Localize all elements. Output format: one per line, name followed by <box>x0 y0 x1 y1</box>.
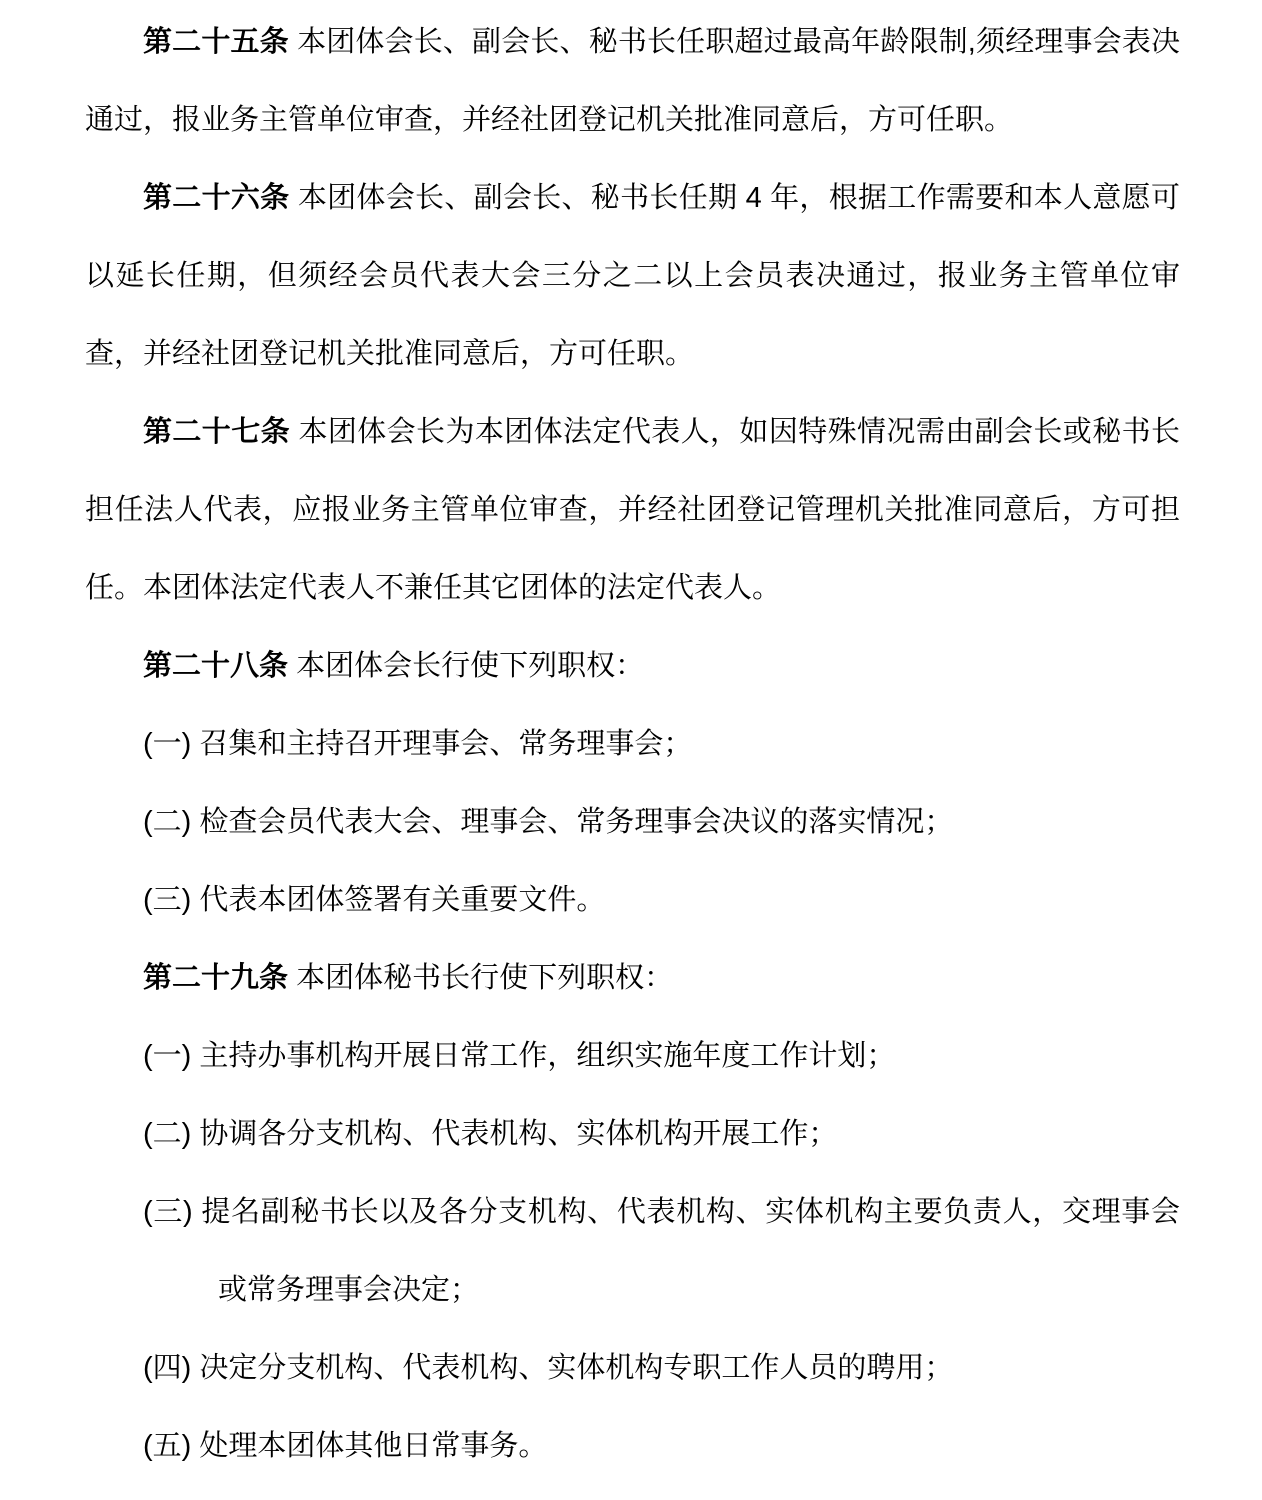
article-text: 本团体秘书长行使下列职权： <box>296 962 674 994</box>
article-paragraph <box>85 3 1180 159</box>
article-text: 本团体会长、副会长、秘书长任期 4 年，根据工作需要和本人意愿可以延长任期，但须经会员代表大会三分之二以上会员表决通过，报业务主管单位审查，并经社团登记机关批准同意后，方可任职。 <box>85 182 1180 370</box>
list-item-text: 主持办事机构开展日常工作，组织实施年度工作计划； <box>199 1040 896 1072</box>
list-item-text: 提名副秘书长以及各分支机构、代表机构、实体机构主要负责人，交理事会或常务理事会决定； <box>201 1196 1180 1306</box>
list-item-marker: (二) <box>143 806 192 838</box>
article-paragraph <box>85 939 1180 1017</box>
list-item-text: 处理本团体其他日常事务。 <box>199 1430 548 1462</box>
article-text: 本团体会长为本团体法定代表人，如因特殊情况需由副会长或秘书长担任法人代表，应报业务主管单位审查，并经社团登记管理机关批准同意后，方可担任。本团体法定代表人不兼任其它团体的法定代表人。 <box>85 416 1180 604</box>
article-text: 本团体会长、副会长、秘书长任职超过最高年龄限制,须经理事会表决通过，报业务主管单位审查，并经社团登记机关批准同意后，方可任职。 <box>85 26 1181 136</box>
list-item-text: 决定分支机构、代表机构、实体机构专职工作人员的聘用； <box>199 1352 954 1384</box>
list-item-marker: (三) <box>143 884 192 916</box>
list-item-marker: (一) <box>143 728 192 760</box>
article-number: 第二十八条 <box>143 650 289 682</box>
article-number: 第二十七条 <box>143 416 290 448</box>
list-item <box>85 1407 1180 1485</box>
list-item-marker: (三) <box>143 1196 193 1228</box>
list-item <box>85 783 1180 861</box>
list-item-marker: (二) <box>143 1118 192 1150</box>
article-number: 第二十五条 <box>143 26 289 58</box>
article-paragraph <box>85 393 1180 627</box>
list-item-marker: (一) <box>143 1040 192 1072</box>
list-item <box>85 1095 1180 1173</box>
list-item-text: 检查会员代表大会、理事会、常务理事会决议的落实情况； <box>199 806 954 838</box>
list-item <box>85 1017 1180 1095</box>
article-paragraph <box>85 627 1180 705</box>
document-content <box>85 3 1180 1485</box>
list-item-text: 协调各分支机构、代表机构、实体机构开展工作； <box>199 1118 838 1150</box>
list-item <box>85 705 1180 783</box>
article-text: 本团体会长行使下列职权： <box>296 650 645 682</box>
article-number: 第二十九条 <box>143 962 289 994</box>
list-item <box>85 1329 1180 1407</box>
list-item-text: 代表本团体签署有关重要文件。 <box>199 884 606 916</box>
list-item <box>85 1173 1180 1329</box>
list-item-text: 召集和主持召开理事会、常务理事会； <box>199 728 693 760</box>
article-number: 第二十六条 <box>143 182 290 214</box>
list-item-marker: (五) <box>143 1430 192 1462</box>
list-item-marker: (四) <box>143 1352 192 1384</box>
article-paragraph <box>85 159 1180 393</box>
list-item <box>85 861 1180 939</box>
